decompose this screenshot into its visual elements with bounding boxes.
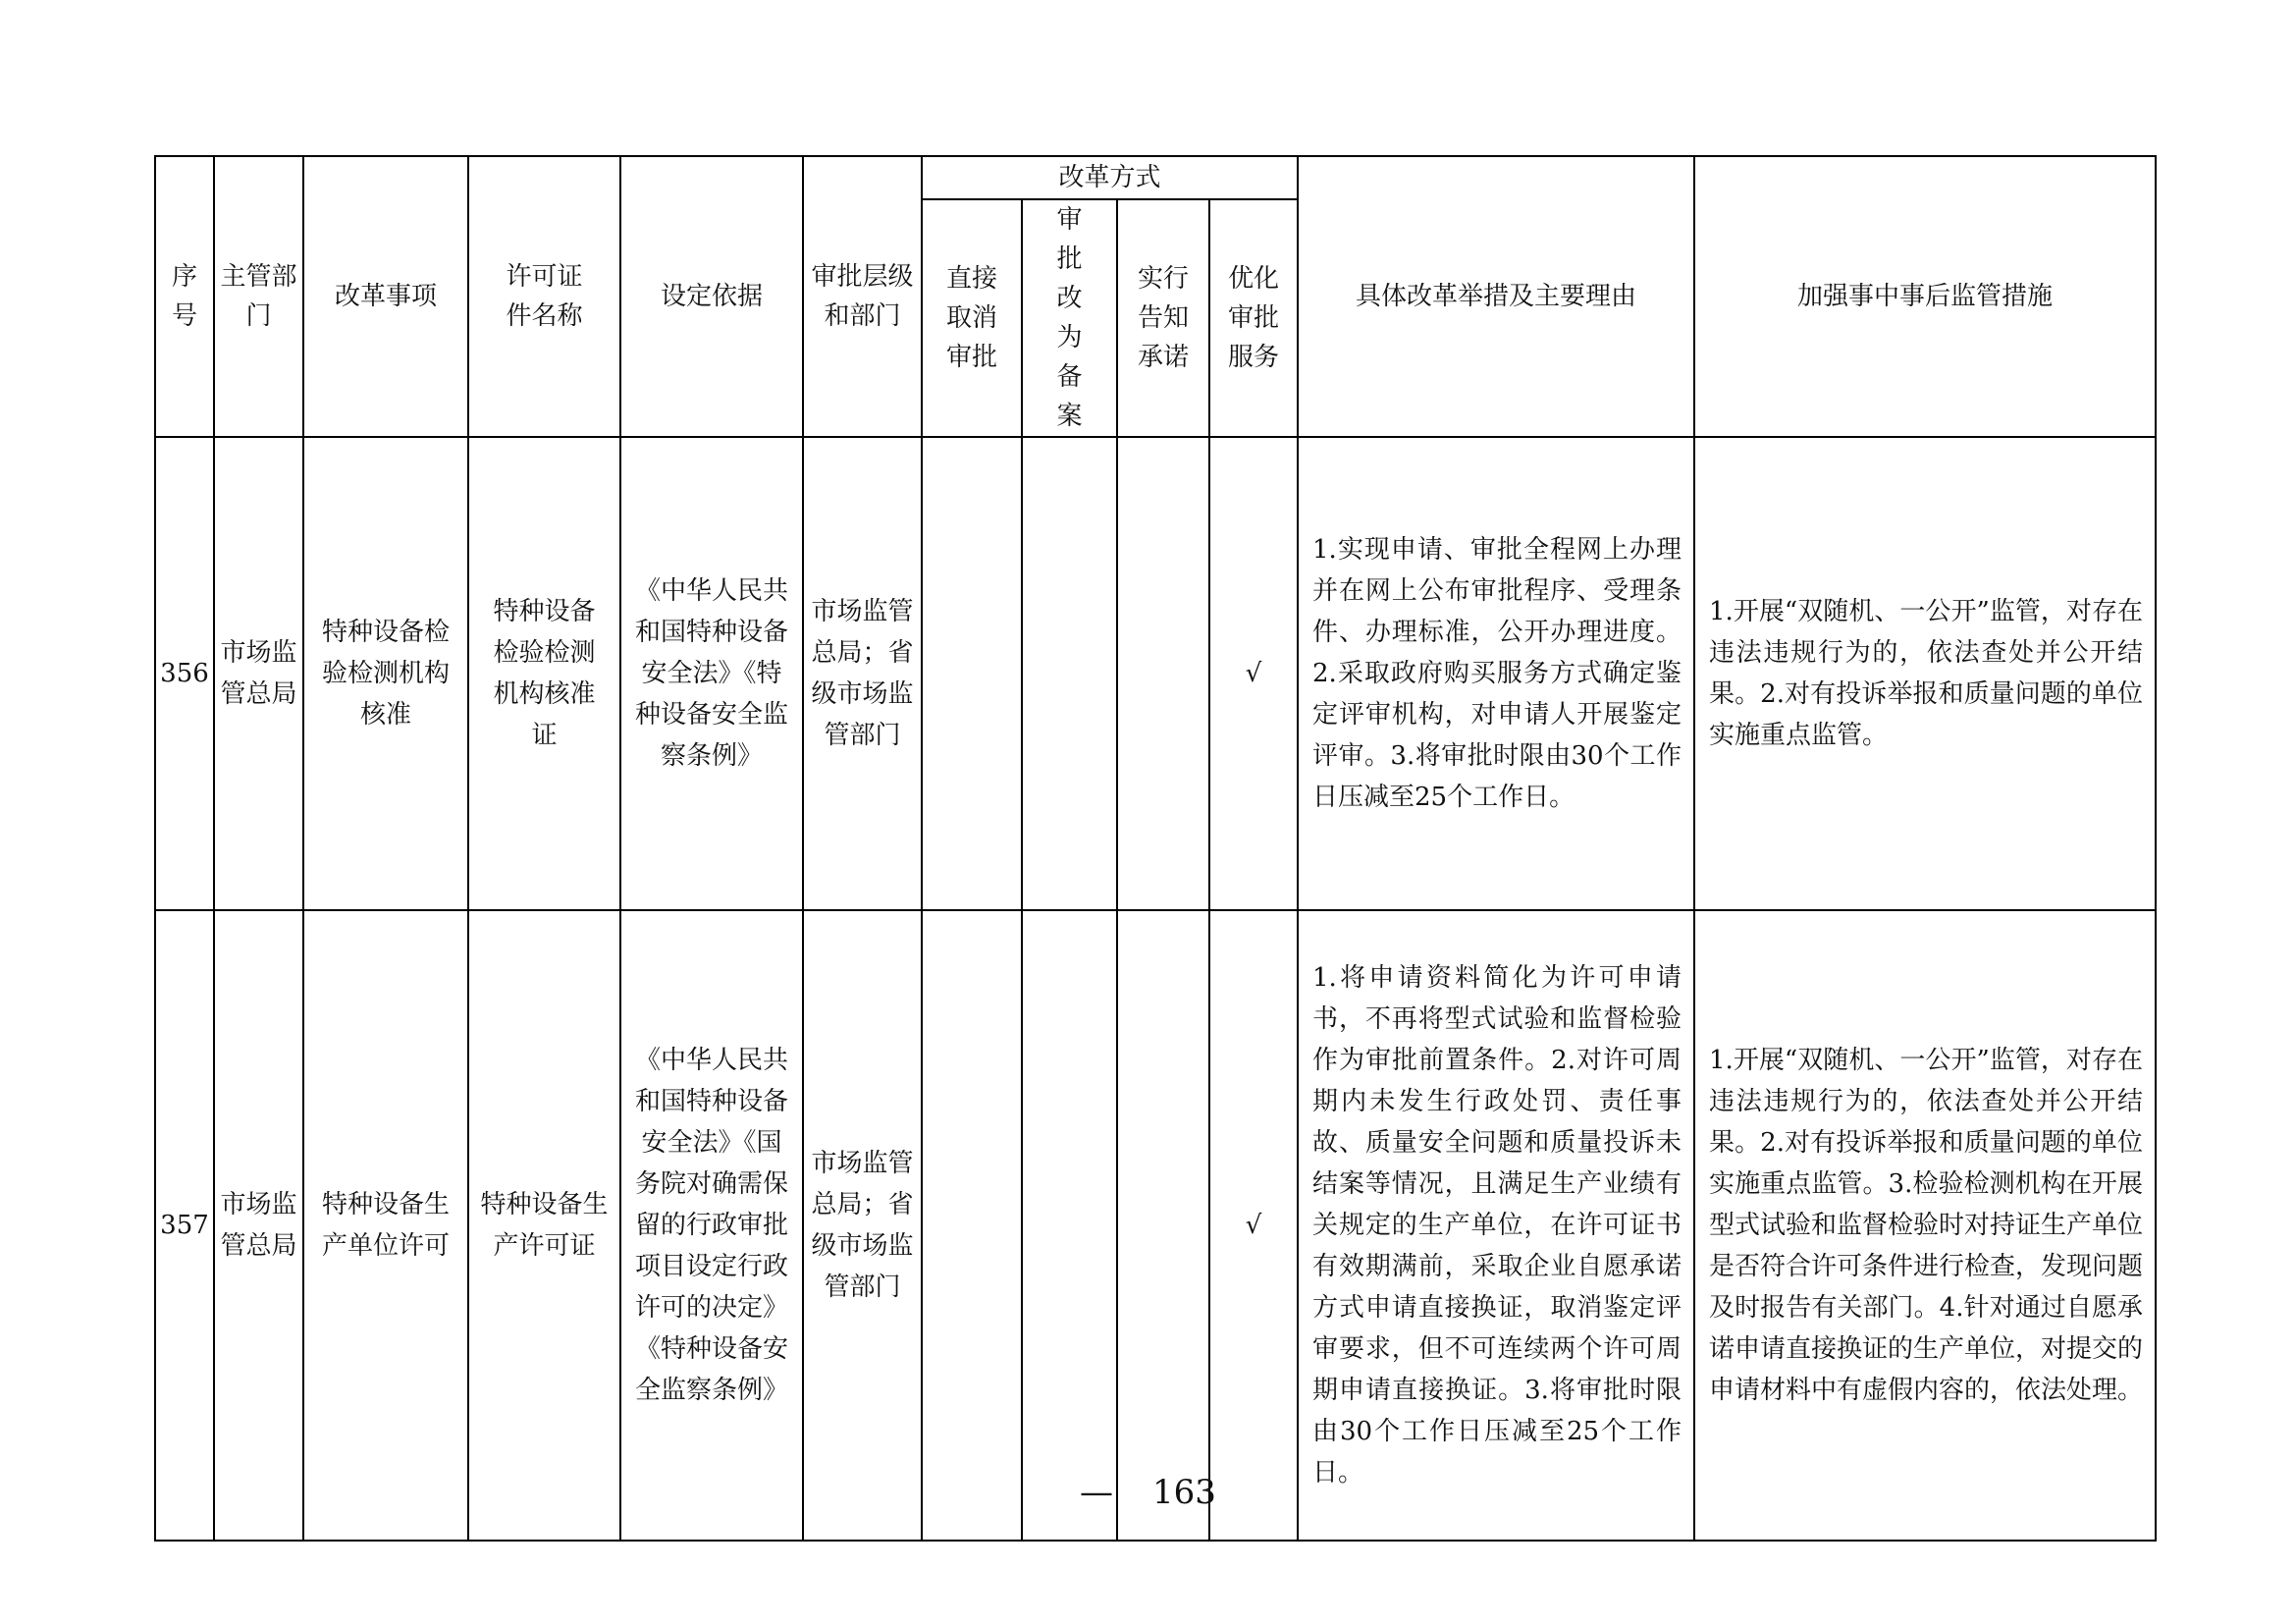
row-basis: 《中华人民共和国特种设备安全法》《特种设备安全监察条例》 [620, 437, 803, 910]
row-measures: 1.实现申请、审批全程网上办理并在网上公布审批程序、受理条件、办理标准，公开办理进度。2.采取政府购买服务方式确定鉴定评审机构，对申请人开展鉴定评审。3.将审批时限由30个工作日压减至25个工作日。 [1298, 437, 1694, 910]
reform-table [154, 155, 2157, 1542]
row-seq: 357 [155, 910, 214, 1541]
row-method-cancel [922, 910, 1022, 1541]
row-level: 市场监管总局；省级市场监管部门 [803, 910, 922, 1541]
row-item: 特种设备生产单位许可 [303, 910, 468, 1541]
row-level: 市场监管总局；省级市场监管部门 [803, 437, 922, 910]
row-dept: 市场监管总局 [214, 437, 303, 910]
check-mark-icon: √ [1245, 1211, 1262, 1240]
row-method-optimize [1209, 910, 1298, 1541]
header-item: 改革事项 [303, 156, 468, 437]
header-method-commitment: 实行告知承诺 [1117, 199, 1209, 437]
header-measures: 具体改革举措及主要理由 [1298, 156, 1694, 437]
header-seq: 序号 [155, 156, 214, 437]
table-row [155, 437, 2156, 910]
row-seq: 356 [155, 437, 214, 910]
row-item: 特种设备检验检测机构核准 [303, 437, 468, 910]
header-basis: 设定依据 [620, 156, 803, 437]
row-cert: 特种设备检验检测机构核准证 [468, 437, 620, 910]
header-method-optimize: 优化审批服务 [1209, 199, 1298, 437]
check-mark-icon: √ [1245, 659, 1262, 688]
row-supervision: 1.开展“双随机、一公开”监管，对存在违法违规行为的，依法查处并公开结果。2.对有投诉举报和质量问题的单位实施重点监管。 [1694, 437, 2156, 910]
row-method-cancel [922, 437, 1022, 910]
header-method-filing: 审批改为备案 [1022, 199, 1117, 437]
header-row-top [155, 156, 2156, 199]
row-measures: 1.将申请资料简化为许可申请书，不再将型式试验和监督检验作为审批前置条件。2.对许可周期内未发生行政处罚、责任事故、质量安全问题和质量投诉未结案等情况，且满足生产业绩有关规定的生产单位，在许可证书有效期满前，采取企业自愿承诺方式申请直接换证，取消鉴定评审要求，但不可连续两个许可周期申请直接换证。3.将审批时限由30个工作日压减至25个工作日。 [1298, 910, 1694, 1541]
page-number: 163 [1152, 1473, 1216, 1512]
row-method-commitment [1117, 437, 1209, 910]
footer-dash: — [1080, 1473, 1114, 1512]
row-method-commitment [1117, 910, 1209, 1541]
row-method-optimize [1209, 437, 1298, 910]
row-method-filing [1022, 910, 1117, 1541]
header-method-cancel: 直接取消审批 [922, 199, 1022, 437]
header-methods-group: 改革方式 [922, 156, 1298, 199]
row-cert: 特种设备生产许可证 [468, 910, 620, 1541]
header-supervision: 加强事中事后监管措施 [1694, 156, 2156, 437]
header-level: 审批层级和部门 [803, 156, 922, 437]
row-dept: 市场监管总局 [214, 910, 303, 1541]
table-row [155, 910, 2156, 1541]
header-cert: 许可证件名称 [468, 156, 620, 437]
page-footer [0, 1473, 2296, 1512]
row-method-filing [1022, 437, 1117, 910]
header-dept: 主管部门 [214, 156, 303, 437]
row-basis: 《中华人民共和国特种设备安全法》《国务院对确需保留的行政审批项目设定行政许可的决定》《特种设备安全监察条例》 [620, 910, 803, 1541]
row-supervision: 1.开展“双随机、一公开”监管，对存在违法违规行为的，依法查处并公开结果。2.对有投诉举报和质量问题的单位实施重点监管。3.检验检测机构在开展型式试验和监督检验时对持证生产单位是否符合许可条件进行检查，发现问题及时报告有关部门。4.针对通过自愿承诺申请直接换证的生产单位，对提交的申请材料中有虚假内容的，依法处理。 [1694, 910, 2156, 1541]
